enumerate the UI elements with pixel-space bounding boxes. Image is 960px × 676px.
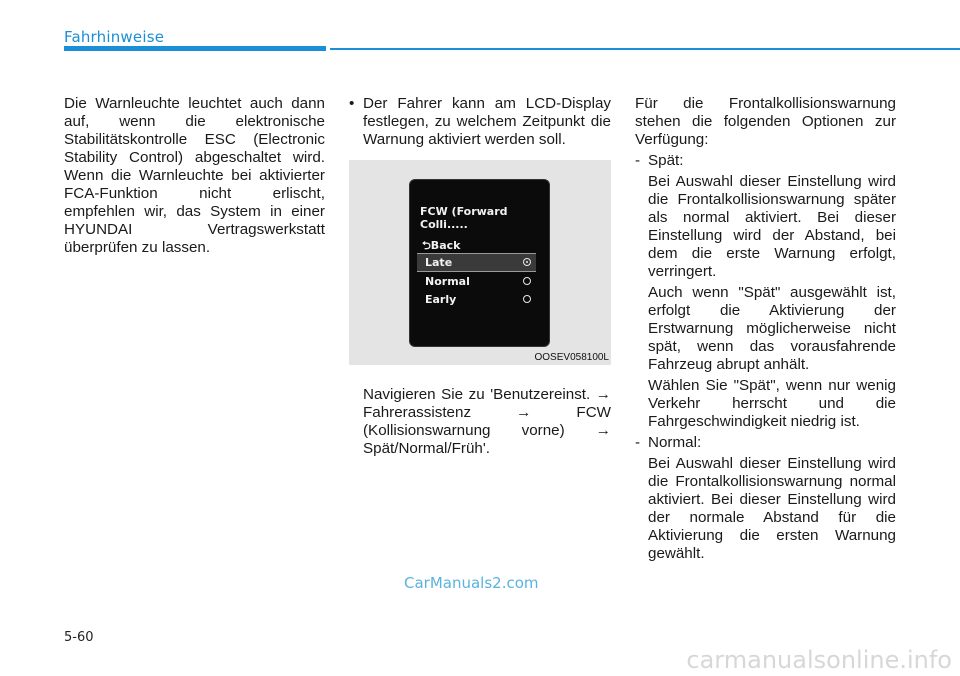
lcd-option-label: Normal — [425, 275, 470, 288]
option-late-label: Spät: — [648, 152, 684, 169]
column-3 — [635, 95, 896, 563]
late-paragraph-2: Auch wenn "Spät" ausgewählt ist, erfolgt die Aktivierung der Erstwarnung möglicherweise nicht spät, wenn das vorausfahrende Fahrzeug abrupt anhält. — [648, 284, 896, 373]
bullet-text: Der Fahrer kann am LCD-Display festlegen, zu welchem Zeitpunkt die Warnung aktiviert werden soll. — [363, 95, 611, 148]
footer-site-mark: carmanualsonline.info — [686, 646, 952, 674]
navigation-text: Navigieren Sie zu 'Benutzereinst. → Fahrerassistenz → FCW (Kollisionswarnung vorne) → Spät/Normal/Früh'. — [363, 386, 611, 457]
section-header-title: Fahrhinweise — [64, 28, 165, 46]
lcd-screen-title: FCW (Forward Colli..... — [420, 205, 508, 231]
lcd-option-normal — [417, 273, 536, 290]
radio-selected-icon — [523, 258, 531, 266]
figure-code: OOSEV058100L — [534, 352, 609, 363]
watermark-link[interactable]: CarManuals2.com — [404, 574, 539, 592]
options-intro: Für die Frontalkollisionswarnung stehen die folgenden Optionen zur Verfügung: — [635, 95, 896, 148]
lcd-option-early — [417, 291, 536, 308]
lcd-figure — [349, 160, 611, 365]
warning-light-paragraph: Die Warnleuchte leuchtet auch dann auf, wenn die elektronische Stabilitätskontrolle ESC (Electronic Stability Control) abgeschaltet wird. Wenn die Warnleuchte bei aktivierter FCA-Funktion nicht erlischt, empfehlen wir, das System in einer HYUNDAI Vertragswerkstatt überprüfen zu lassen. — [64, 95, 325, 256]
column-2 — [349, 95, 611, 149]
lcd-option-late — [417, 253, 536, 272]
option-late — [635, 152, 896, 170]
option-normal-label: Normal: — [648, 434, 702, 451]
header-rule-thick — [64, 46, 326, 51]
bullet-mark: • — [349, 95, 355, 112]
option-normal — [635, 434, 896, 452]
lcd-option-label: Late — [425, 256, 453, 269]
bullet-item — [349, 95, 611, 149]
page-number: 5-60 — [64, 630, 94, 645]
lcd-option-label: Early — [425, 293, 457, 306]
radio-unselected-icon — [523, 277, 531, 285]
navigation-instructions — [363, 386, 611, 458]
dash-mark: - — [635, 434, 641, 451]
normal-paragraph-1: Bei Auswahl dieser Einstellung wird die Frontalkollisionswarnung normal aktiviert. Bei dieser Einstellung wird der normale Abstand für die Aktivierung die ersten Warnung gewählt. — [648, 455, 896, 562]
header-rule-thin — [330, 48, 960, 50]
lcd-screen — [409, 179, 550, 347]
column-1 — [64, 95, 325, 257]
lcd-back-item: ⮌Back — [422, 239, 461, 252]
radio-unselected-icon — [523, 295, 531, 303]
late-paragraph-3: Wählen Sie "Spät", wenn nur wenig Verkehr herrscht und die Fahrgeschwindigkeit niedrig ist. — [648, 377, 896, 430]
late-paragraph-1: Bei Auswahl dieser Einstellung wird die Frontalkollisionswarnung später als normal aktiviert. Bei dieser Einstellung wird der Abstand, bei dem die erste Warnung erfolgt, verringert. — [648, 173, 896, 280]
dash-mark: - — [635, 152, 641, 169]
